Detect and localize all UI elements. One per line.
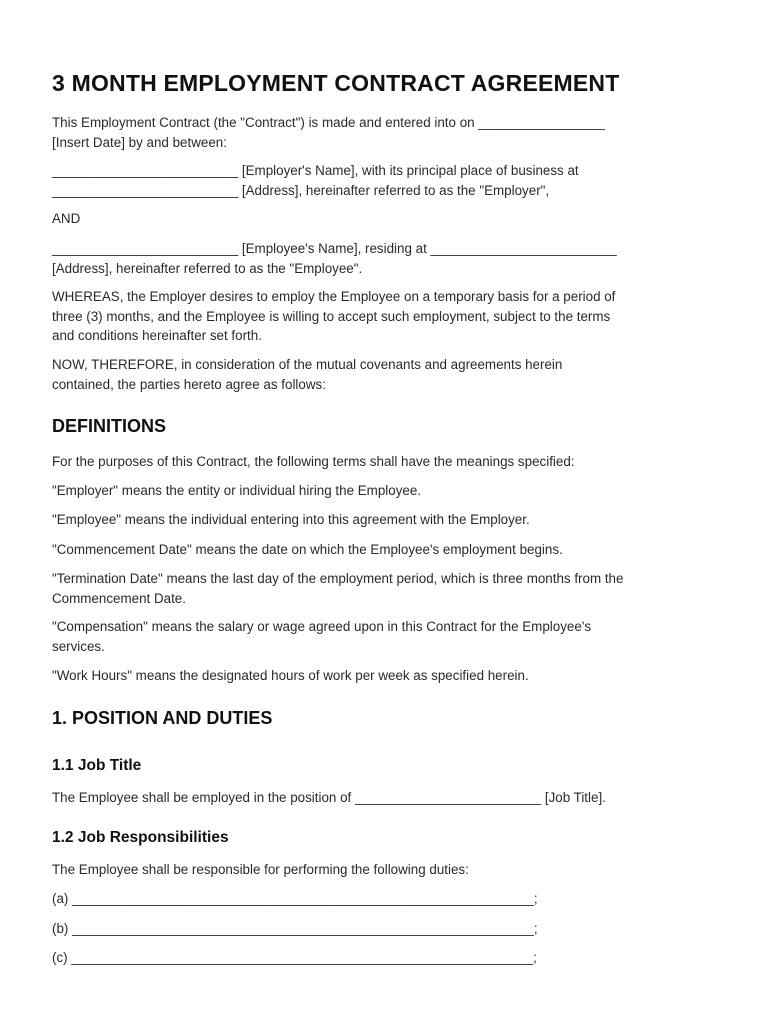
definition-commencement-date [52, 540, 722, 560]
definition-employee [52, 510, 722, 530]
employee-paragraph [52, 239, 722, 278]
responsibilities-intro-text: The Employee shall be responsible for performing the following duties: [52, 862, 469, 877]
definition-text: "Employer" means the entity or individual hiring the Employee. [52, 483, 422, 498]
whereas-paragraph [52, 287, 722, 346]
definition-employer [52, 481, 722, 501]
employer-line: _________________________ [Employer's Name], with its principal place of business at [52, 163, 579, 178]
intro-line: This Employment Contract (the "Contract") is made and entered into on _________________ [52, 115, 605, 130]
duty-item [52, 948, 722, 968]
definition-text: services. [52, 638, 105, 654]
definition-work-hours [52, 666, 722, 686]
employer-line: _________________________ [Address], hereinafter referred to as the "Employer", [52, 182, 550, 198]
duty-text: (b) ______________________________________________________________; [52, 921, 538, 936]
definition-text: "Work Hours" means the designated hours of work per week as specified herein. [52, 668, 529, 683]
now-therefore-line: NOW, THEREFORE, in consideration of the mutual covenants and agreements herein [52, 357, 563, 372]
document-title: 3 MONTH EMPLOYMENT CONTRACT AGREEMENT [52, 70, 620, 96]
whereas-line: WHEREAS, the Employer desires to employ the Employee on a temporary basis for a period of [52, 289, 616, 304]
definition-termination-date [52, 569, 722, 608]
section-1-heading: 1. POSITION AND DUTIES [52, 708, 273, 728]
definition-text: "Termination Date" means the last day of the employment period, which is three months from the [52, 571, 624, 586]
job-responsibilities-heading: 1.2 Job Responsibilities [52, 829, 229, 846]
definition-compensation [52, 617, 722, 656]
whereas-line: and conditions hereinafter set forth. [52, 328, 262, 343]
job-title-text: The Employee shall be employed in the position of _________________________ [Job Title]. [52, 790, 606, 805]
now-therefore-paragraph [52, 355, 722, 394]
responsibilities-intro [52, 860, 722, 880]
duty-text: (c) ______________________________________________________________; [52, 950, 537, 965]
definitions-heading: DEFINITIONS [52, 416, 167, 436]
employer-paragraph [52, 161, 722, 200]
and-label [52, 209, 722, 229]
definitions-intro [52, 452, 722, 472]
whereas-line: three (3) months, and the Employee is willing to accept such employment, subject to the terms [52, 308, 611, 324]
definition-text: "Compensation" means the salary or wage agreed upon in this Contract for the Employee's [52, 619, 592, 634]
intro-line: [Insert Date] by and between: [52, 134, 227, 150]
intro-paragraph [52, 113, 722, 152]
job-title-heading: 1.1 Job Title [52, 757, 142, 774]
definition-text: "Employee" means the individual entering into this agreement with the Employer. [52, 512, 530, 527]
definition-text: "Commencement Date" means the date on which the Employee's employment begins. [52, 542, 563, 557]
duty-text: (a) ______________________________________________________________; [52, 891, 538, 906]
definition-text: Commencement Date. [52, 590, 186, 606]
duty-item [52, 889, 722, 909]
now-therefore-line: contained, the parties hereto agree as follows: [52, 376, 326, 392]
and-text: AND [52, 211, 81, 226]
employee-line: _________________________ [Employee's Name], residing at _________________________ [52, 241, 617, 256]
duty-item [52, 919, 722, 939]
job-title-paragraph [52, 788, 722, 808]
definitions-intro-text: For the purposes of this Contract, the following terms shall have the meanings specified: [52, 454, 575, 469]
employee-line: [Address], hereinafter referred to as the "Employee". [52, 260, 363, 276]
